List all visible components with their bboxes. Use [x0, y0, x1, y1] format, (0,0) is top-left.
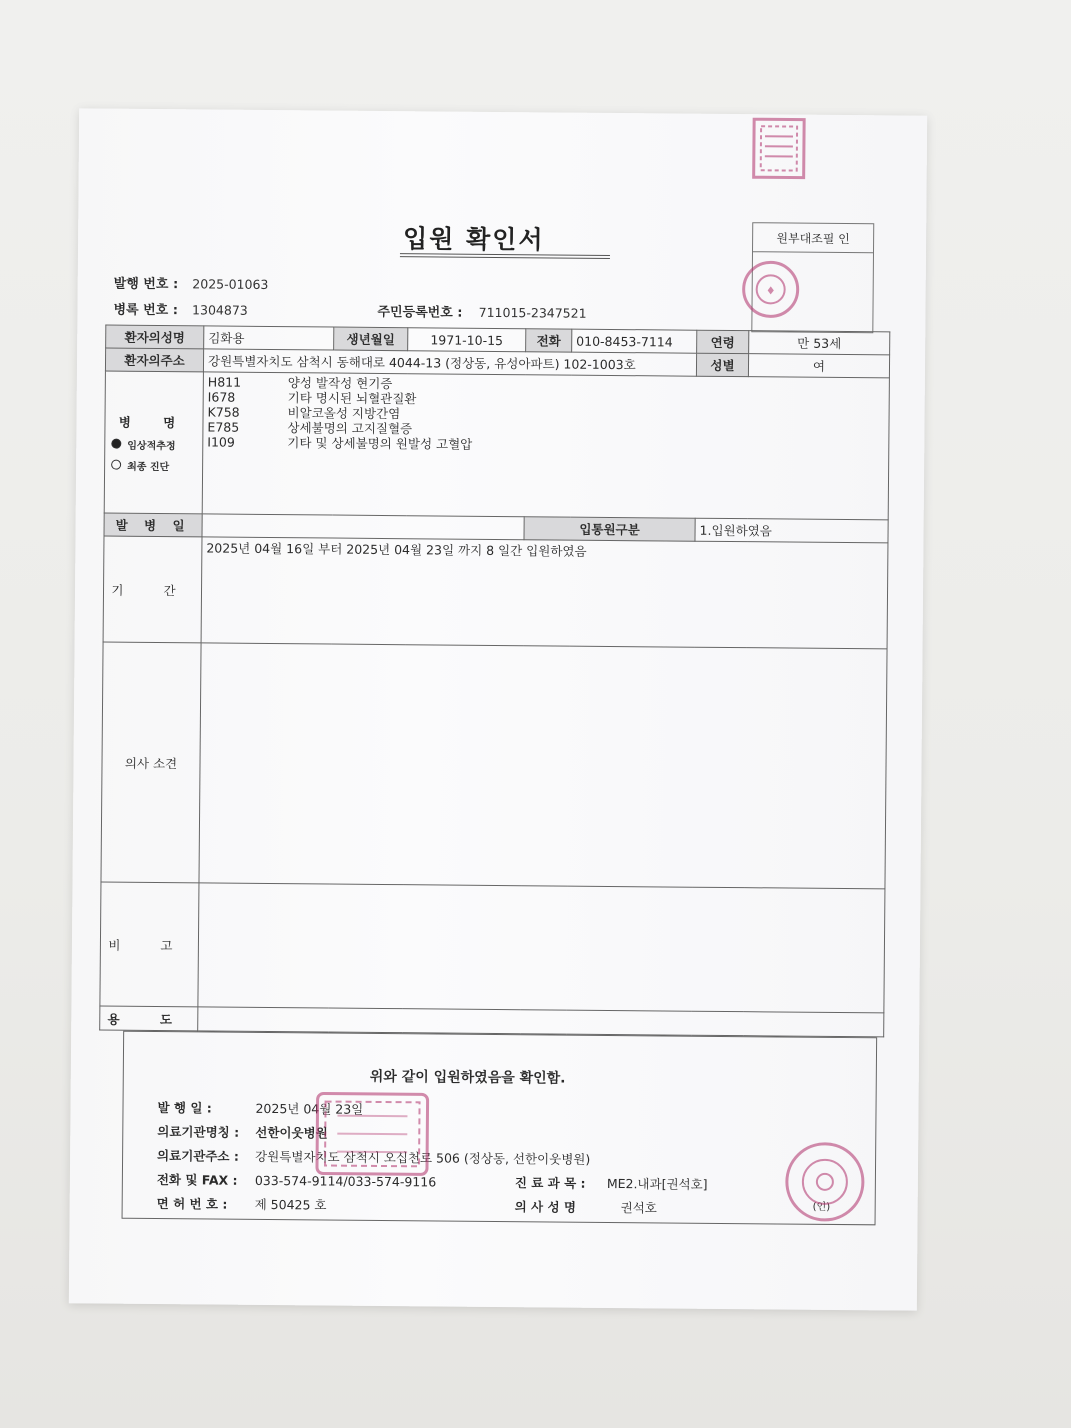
approval-box — [751, 222, 874, 333]
diagnosis-label: 병 명 — [118, 414, 190, 430]
issue-number-label: 발행 번호 : — [113, 276, 179, 293]
issue-number-value: 2025-01063 — [192, 276, 269, 292]
period-value: 2025년 04월 16일 부터 2025년 04월 23일 까지 8 일간 입원하였음 — [201, 537, 888, 649]
issue-date-label: 발 행 일 : — [157, 1100, 212, 1116]
title-underline — [400, 253, 610, 259]
doctor-label: 의 사 성 명 — [514, 1199, 577, 1215]
diagnosis-name: 양성 발작성 현기증 — [287, 375, 393, 392]
diagnosis-code: K758 — [207, 404, 240, 420]
hospital-name-label: 의료기관명칭 : — [157, 1124, 240, 1140]
diagnosis-row — [104, 371, 889, 520]
period-label: 기 간 — [103, 536, 202, 643]
phone-label: 전화 — [526, 329, 572, 352]
diagnosis-list — [202, 372, 889, 520]
issue-number-row — [114, 273, 269, 293]
remarks-value — [198, 883, 885, 1013]
sex-value: 여 — [748, 354, 889, 378]
doctor-row — [515, 1197, 657, 1216]
tel-fax-label: 전화 및 FAX : — [156, 1172, 238, 1188]
hospital-address-value: 강원특별자치도 삼척시 오십천로 506 (정상동, 선한이웃병원) — [255, 1148, 591, 1167]
radio-final[interactable] — [111, 457, 198, 473]
onset-label: 발 병 일 — [104, 513, 202, 537]
radio-clinical-label: 임상적추정 — [127, 440, 176, 452]
opinion-row — [101, 642, 887, 889]
diagnosis-code: E785 — [207, 419, 240, 435]
address-label: 환자의주소 — [105, 348, 203, 372]
diagnosis-code: I109 — [207, 434, 235, 450]
record-number-label: 병록 번호 : — [113, 302, 179, 319]
department-row — [515, 1173, 708, 1193]
birth-label: 생년월일 — [334, 327, 408, 351]
remarks-row — [100, 882, 885, 1013]
opinion-label: 의사 소견 — [101, 642, 201, 883]
diagnosis-name: 기타 명시된 뇌혈관질환 — [287, 390, 417, 407]
age-value: 만 53세 — [749, 331, 890, 355]
onset-value — [202, 514, 524, 540]
period-row — [103, 536, 888, 649]
birth-value: 1971-10-15 — [408, 328, 526, 352]
admission-type-value: 1.입원하였음 — [695, 518, 888, 543]
sex-label: 성별 — [696, 353, 748, 376]
license-value: 제 50425 호 — [254, 1196, 327, 1213]
resident-number-value: 711015-2347521 — [478, 304, 587, 321]
radio-final-label: 최종 진단 — [127, 461, 170, 473]
address-value: 강원특별자치도 삼척시 동해대로 4044-13 (정상동, 유성아파트) 102-1003호 — [203, 349, 696, 376]
hospital-square-seal — [313, 1089, 432, 1178]
hospital-square-stamp-top — [751, 116, 808, 180]
diagnosis-name: 비알코올성 지방간염 — [287, 405, 401, 422]
doctor-value: 권석호 — [620, 1200, 657, 1216]
record-number-row — [113, 299, 247, 319]
diagnosis-code: H811 — [207, 374, 242, 390]
round-seal-stamp-approval — [740, 259, 801, 320]
department-label: 진 료 과 목 : — [514, 1175, 586, 1191]
document-title: 입원 확인서 — [402, 224, 545, 255]
issue-date-value: 2025년 04월 23일 — [255, 1100, 364, 1117]
svg-text:♦: ♦ — [765, 284, 776, 298]
admission-type-label: 입통원구분 — [524, 517, 695, 541]
confirmation-box — [122, 1031, 878, 1226]
resident-number-label: 주민등록번호 : — [377, 304, 463, 321]
radio-clinical[interactable] — [111, 436, 198, 452]
resident-number-row — [377, 301, 586, 322]
phone-value: 010-8453-7114 — [572, 329, 697, 353]
opinion-value — [199, 643, 887, 889]
diagnosis-code: I678 — [207, 389, 236, 405]
radio-dot-checked — [111, 439, 121, 449]
record-number-value: 1304873 — [192, 302, 248, 318]
diagnosis-label-cell — [104, 371, 203, 514]
hospital-address-label: 의료기관주소 : — [157, 1148, 239, 1164]
license-label: 면 허 번 호 : — [156, 1196, 228, 1212]
radio-dot-unchecked — [111, 460, 121, 470]
department-value: ME2.내과[권석호] — [606, 1175, 708, 1192]
confirmation-text: 위와 같이 입원하였음을 확인함. — [369, 1068, 566, 1087]
hospital-name-value: 선한이웃병원 — [255, 1124, 328, 1141]
patient-name-label: 환자의성명 — [106, 325, 204, 349]
document-paper — [69, 108, 927, 1310]
license-row — [157, 1194, 327, 1213]
doctor-round-seal — [783, 1140, 868, 1225]
admission-form-table — [99, 325, 890, 1038]
approval-header: 원부대조필 인 — [753, 223, 873, 253]
diagnosis-name: 상세불명의 고지질혈증 — [287, 420, 413, 437]
diagnosis-name: 기타 및 상세불명의 원발성 고혈압 — [287, 435, 473, 452]
purpose-label: 용 도 — [100, 1006, 198, 1031]
age-label: 연령 — [697, 330, 749, 353]
seal-mark: (인) — [812, 1201, 831, 1213]
patient-name-value: 김화용 — [204, 326, 334, 350]
hospital-name-row — [157, 1122, 328, 1141]
remarks-label: 비 고 — [100, 882, 199, 1007]
tel-fax-value: 033-574-9114/033-574-9116 — [254, 1172, 437, 1190]
